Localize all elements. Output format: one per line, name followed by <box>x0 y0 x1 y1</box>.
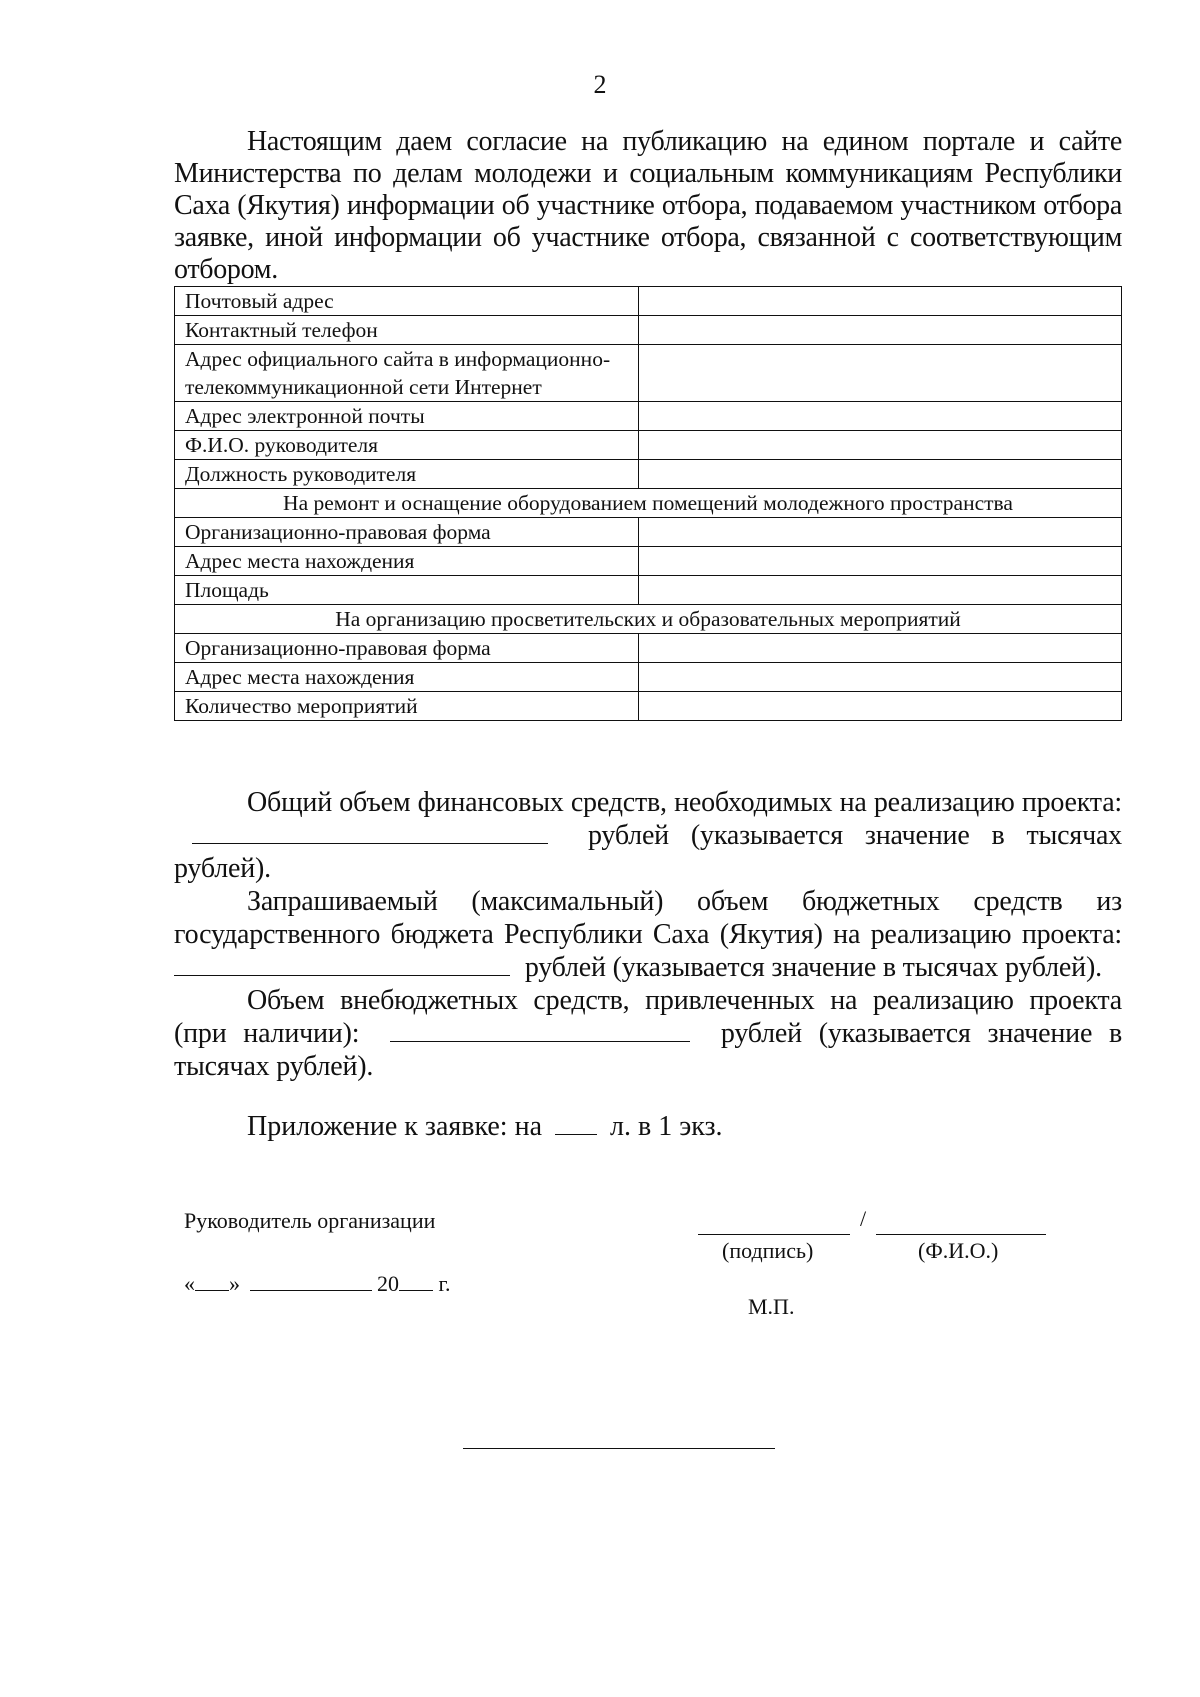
table-row <box>175 316 1122 345</box>
extra-funds-text: Объем внебюджетных средств, привлеченных на реализацию проекта (при наличии): <box>174 985 1122 1049</box>
section-title-events: На организацию просветительских и образовательных мероприятий <box>175 605 1122 634</box>
table-row <box>175 576 1122 605</box>
total-funds-paragraph <box>174 786 1122 885</box>
total-funds-blank[interactable] <box>192 819 548 844</box>
date-close-quote: » <box>229 1271 240 1296</box>
attachment-line <box>247 1110 723 1143</box>
requested-funds-paragraph <box>174 885 1122 984</box>
row-label: Должность руководителя <box>175 460 639 489</box>
extra-funds-blank[interactable] <box>390 1017 690 1042</box>
year-suffix: г. <box>438 1271 451 1296</box>
day-blank[interactable] <box>195 1266 229 1291</box>
extra-funds-suffix: рублей (указывается значение в тысячах рублей). <box>174 1018 1122 1082</box>
year-blank[interactable] <box>399 1266 433 1291</box>
signature-caption: (подпись) <box>722 1238 814 1263</box>
table-row <box>175 431 1122 460</box>
attachment-prefix: Приложение к заявке: на <box>247 1111 542 1142</box>
requested-funds-text: Запрашиваемый (максимальный) объем бюджетных средств из государственного бюджета Республики Саха (Якутия) на реализацию проекта: <box>174 886 1122 950</box>
consent-paragraph: Настоящим даем согласие на публикацию на едином портале и сайте Министерства по делам молодежи и социальным коммуникациям Республики Саха (Якутия) информации об участнике отбора, подаваемом участником отбора заявке, иной информации об участнике отбора, связанной с соответствующим отбором. <box>174 126 1122 285</box>
row-value-cell[interactable] <box>639 663 1122 692</box>
extra-funds-paragraph <box>174 984 1122 1083</box>
signatory-title: Руководитель организации <box>184 1208 436 1233</box>
row-label: Организационно-правовая форма <box>175 518 639 547</box>
row-label: Адрес официального сайта в информационно-телекоммуникационной сети Интернет <box>175 345 639 402</box>
row-value-cell[interactable] <box>639 460 1122 489</box>
table-row <box>175 547 1122 576</box>
section-header-row <box>175 605 1122 634</box>
row-value-cell[interactable] <box>639 576 1122 605</box>
attachment-pages-blank[interactable] <box>555 1110 597 1135</box>
row-label: Адрес места нахождения <box>175 547 639 576</box>
table-row <box>175 345 1122 402</box>
row-label: Контактный телефон <box>175 316 639 345</box>
row-value-cell[interactable] <box>639 316 1122 345</box>
table-row <box>175 460 1122 489</box>
row-value-cell[interactable] <box>639 402 1122 431</box>
page-number: 2 <box>593 70 607 99</box>
row-label: Ф.И.О. руководителя <box>175 431 639 460</box>
attachment-suffix: л. в 1 экз. <box>610 1111 723 1142</box>
signature-slash: / <box>860 1206 867 1231</box>
row-label: Организационно-правовая форма <box>175 634 639 663</box>
row-value-cell[interactable] <box>639 287 1122 316</box>
row-value-cell[interactable] <box>639 518 1122 547</box>
section-header-row <box>175 489 1122 518</box>
row-value-cell[interactable] <box>639 692 1122 721</box>
date-line <box>184 1266 451 1297</box>
name-caption: (Ф.И.О.) <box>918 1238 999 1263</box>
applicant-info-table <box>174 286 1122 721</box>
footer-divider <box>463 1448 775 1449</box>
row-value-cell[interactable] <box>639 431 1122 460</box>
section-title-renovation: На ремонт и оснащение оборудованием помещений молодежного пространства <box>175 489 1122 518</box>
requested-funds-suffix: рублей (указывается значение в тысячах рублей). <box>524 952 1102 983</box>
row-label: Количество мероприятий <box>175 692 639 721</box>
row-value-cell[interactable] <box>639 345 1122 402</box>
finance-block <box>174 786 1122 1083</box>
row-label: Адрес электронной почты <box>175 402 639 431</box>
requested-funds-blank[interactable] <box>174 951 510 976</box>
table-row <box>175 692 1122 721</box>
name-blank[interactable] <box>876 1234 1046 1235</box>
date-open-quote: « <box>184 1271 195 1296</box>
table-row <box>175 634 1122 663</box>
table-row <box>175 402 1122 431</box>
total-funds-text: Общий объем финансовых средств, необходимых на реализацию проекта: <box>247 787 1122 818</box>
row-label: Почтовый адрес <box>175 287 639 316</box>
total-funds-suffix: рублей (указывается значение в тысячах рублей). <box>174 820 1122 884</box>
row-label: Площадь <box>175 576 639 605</box>
signature-blank[interactable] <box>698 1234 850 1235</box>
table-row <box>175 663 1122 692</box>
month-blank[interactable] <box>250 1266 372 1291</box>
row-label: Адрес места нахождения <box>175 663 639 692</box>
table-row <box>175 518 1122 547</box>
row-value-cell[interactable] <box>639 547 1122 576</box>
year-prefix: 20 <box>377 1271 399 1296</box>
row-value-cell[interactable] <box>639 634 1122 663</box>
table-row <box>175 287 1122 316</box>
stamp-place: М.П. <box>748 1294 795 1319</box>
